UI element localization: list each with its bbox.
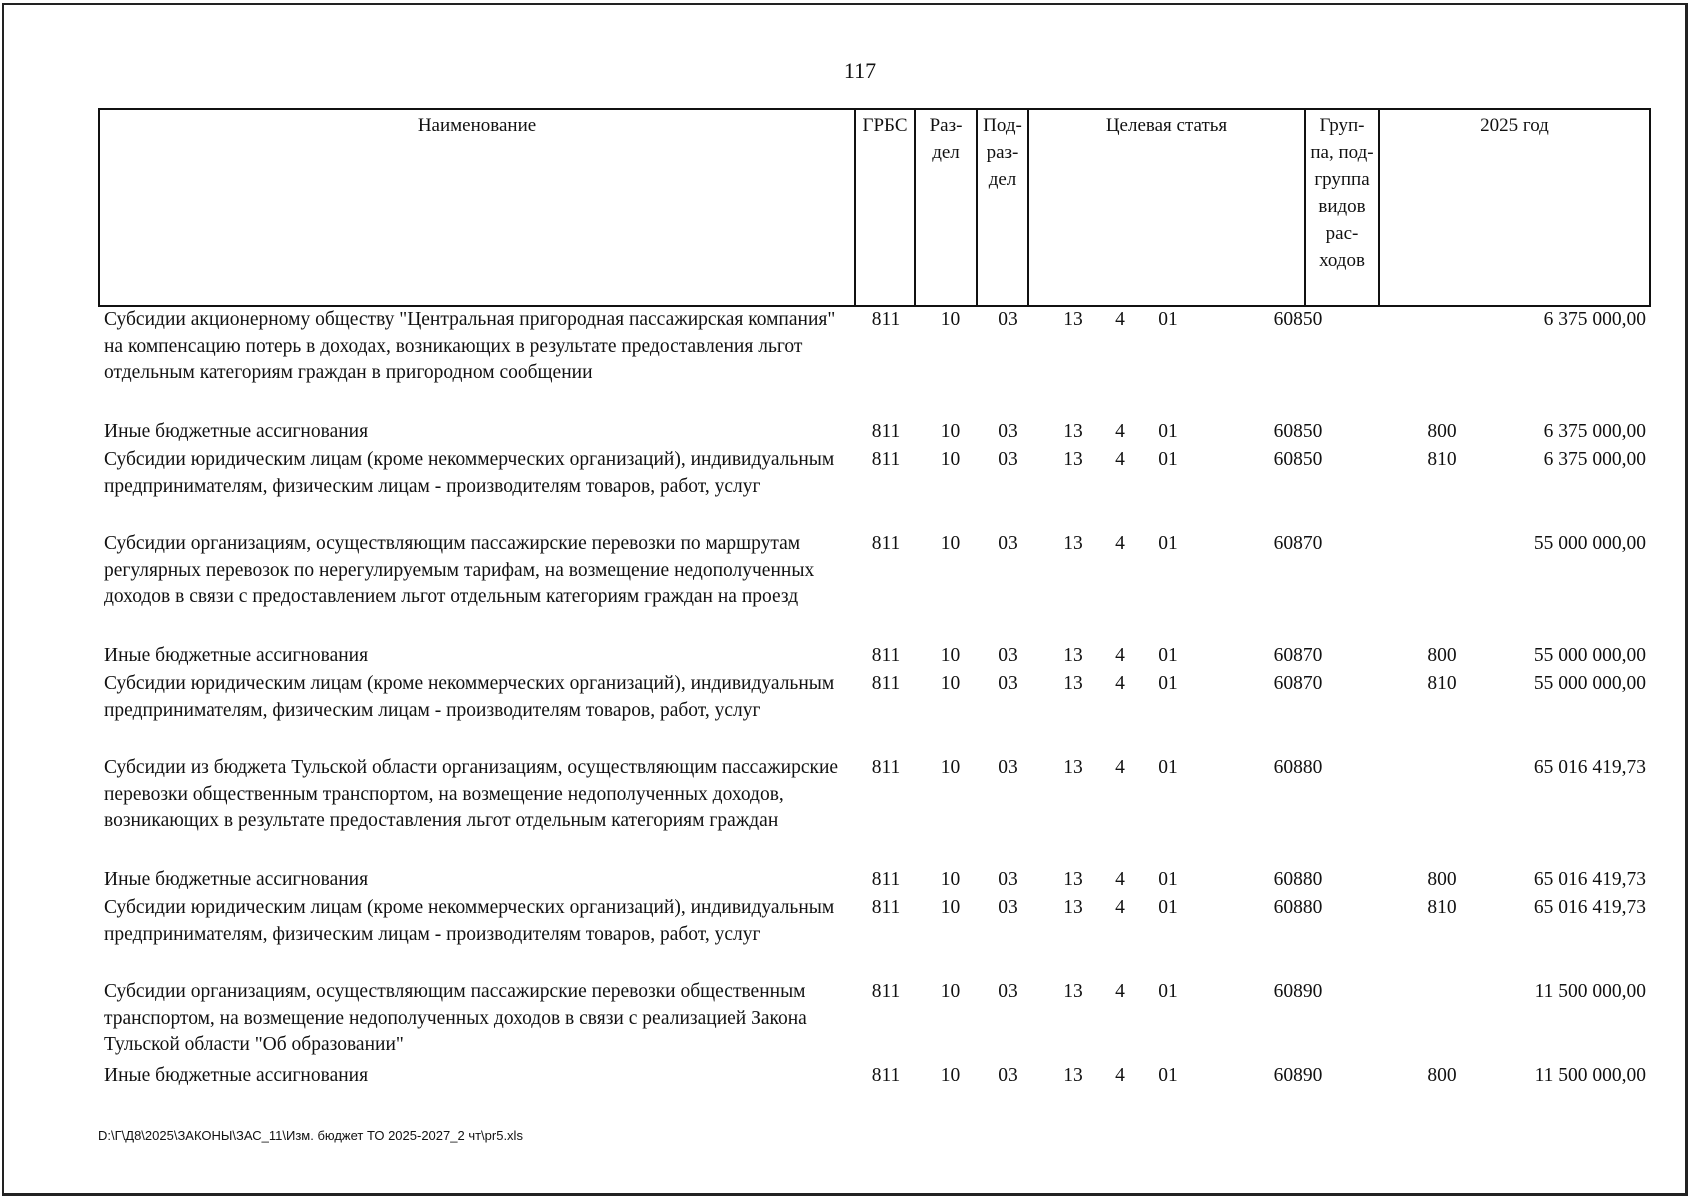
row-grbs: 811 <box>871 981 901 1002</box>
row-name: Субсидии организациям, осуществляющим пассажирские перевозки общественным транспортом, на возмещение недополученных доходов в связи с реализацией Закона Тульской области "Об образовании" <box>104 981 807 1055</box>
row-razdel: 10 <box>940 449 961 470</box>
row-podrazdel: 03 <box>998 981 1018 1002</box>
row-sum: 11 500 000,00 <box>1534 981 1646 1002</box>
row-target-direction: 60870 <box>1273 533 1323 554</box>
row-grbs: 811 <box>871 421 901 442</box>
row-name: Субсидии организациям, осуществляющим пассажирские перевозки по маршрутам регулярных перевозок по нерегулируемым тарифам, на возмещение недополученных доходов в связи с предоставлением льгот отдельным категориям граждан на проезд <box>104 533 815 607</box>
row-target-type: 4 <box>1115 645 1125 666</box>
row-sum: 55 000 000,00 <box>1533 645 1646 666</box>
row-target-program: 13 <box>1063 421 1083 442</box>
row-target-element: 01 <box>1158 449 1178 470</box>
row-target-type: 4 <box>1115 533 1125 554</box>
row-sum: 6 375 000,00 <box>1543 421 1646 442</box>
row-group: 800 <box>1427 645 1457 666</box>
row-podrazdel: 03 <box>998 533 1018 554</box>
row-target-direction: 60850 <box>1273 449 1323 470</box>
row-podrazdel: 03 <box>998 421 1018 442</box>
row-podrazdel: 03 <box>998 449 1018 470</box>
row-target-type: 4 <box>1115 309 1125 330</box>
row-target-program: 13 <box>1063 533 1083 554</box>
row-sum: 6 375 000,00 <box>1543 309 1646 330</box>
row-podrazdel: 03 <box>998 897 1018 918</box>
row-razdel: 10 <box>940 1065 961 1086</box>
row-group: 810 <box>1427 673 1457 694</box>
row-name: Субсидии юридическим лицам (кроме некоммерческих организаций), индивидуальным предпринимателям, физическим лицам - производителям товаров, работ, услуг <box>104 897 835 945</box>
header-year: 2025 год <box>1379 109 1650 306</box>
row-group: 800 <box>1427 1065 1457 1086</box>
row-podrazdel: 03 <box>998 757 1018 778</box>
header-podrazdel: Под- раз- дел <box>977 109 1028 306</box>
row-target-element: 01 <box>1158 757 1178 778</box>
row-sum: 65 016 419,73 <box>1533 869 1646 890</box>
row-grbs: 811 <box>871 449 901 470</box>
row-grbs: 811 <box>871 309 901 330</box>
row-razdel: 10 <box>940 757 961 778</box>
row-target-direction: 60850 <box>1273 421 1323 442</box>
row-target-direction: 60870 <box>1273 673 1323 694</box>
row-group: 800 <box>1427 421 1457 442</box>
header-name: Наименование <box>99 109 855 306</box>
header-target: Целевая статья <box>1028 109 1305 306</box>
row-grbs: 811 <box>871 673 901 694</box>
row-grbs: 811 <box>871 1065 901 1086</box>
header-grbs: ГРБС <box>855 109 915 306</box>
row-target-program: 13 <box>1063 981 1083 1002</box>
row-target-direction: 60880 <box>1273 757 1323 778</box>
file-path-footer: D:\Г\Д8\2025\ЗАКОНЫ\ЗАС_11\Изм. бюджет ТО 2025-2027_2 чт\pr5.xls <box>98 1128 523 1143</box>
row-razdel: 10 <box>940 421 961 442</box>
row-target-direction: 60880 <box>1273 869 1323 890</box>
row-grbs: 811 <box>871 533 901 554</box>
row-sum: 11 500 000,00 <box>1534 1065 1646 1086</box>
row-name: Иные бюджетные ассигнования <box>104 645 369 666</box>
row-group: 800 <box>1427 869 1457 890</box>
row-target-program: 13 <box>1063 309 1083 330</box>
row-podrazdel: 03 <box>998 1065 1018 1086</box>
table-header <box>98 108 1651 307</box>
row-name: Субсидии акционерному обществу "Центральная пригородная пассажирская компания" на компенсацию потерь в доходах, возникающих в результате предоставления льгот отдельным категориям граждан в пригородном сообщении <box>104 309 836 383</box>
row-target-element: 01 <box>1158 309 1178 330</box>
row-target-program: 13 <box>1063 897 1083 918</box>
row-name: Субсидии юридическим лицам (кроме некоммерческих организаций), индивидуальным предпринимателям, физическим лицам - производителям товаров, работ, услуг <box>104 673 835 721</box>
row-target-program: 13 <box>1063 1065 1083 1086</box>
row-target-program: 13 <box>1063 645 1083 666</box>
row-grbs: 811 <box>871 897 901 918</box>
row-target-direction: 60890 <box>1273 981 1323 1002</box>
row-group: 810 <box>1427 897 1457 918</box>
row-sum: 65 016 419,73 <box>1533 897 1646 918</box>
row-podrazdel: 03 <box>998 645 1018 666</box>
row-name: Субсидии из бюджета Тульской области организациям, осуществляющим пассажирские перевозки общественным транспортом, на возмещение недополученных доходов, возникающих в результате предоставления льгот отдельным категориям граждан <box>104 757 839 831</box>
row-target-element: 01 <box>1158 533 1178 554</box>
row-target-element: 01 <box>1158 897 1178 918</box>
row-podrazdel: 03 <box>998 869 1018 890</box>
row-razdel: 10 <box>940 645 961 666</box>
row-grbs: 811 <box>871 645 901 666</box>
row-target-direction: 60850 <box>1273 309 1323 330</box>
row-razdel: 10 <box>940 309 961 330</box>
row-target-element: 01 <box>1158 673 1178 694</box>
row-razdel: 10 <box>940 533 961 554</box>
page-number: 117 <box>843 58 877 83</box>
row-target-program: 13 <box>1063 757 1083 778</box>
row-target-program: 13 <box>1063 869 1083 890</box>
row-target-element: 01 <box>1158 1065 1178 1086</box>
row-razdel: 10 <box>940 897 961 918</box>
row-grbs: 811 <box>871 757 901 778</box>
row-target-type: 4 <box>1115 869 1125 890</box>
row-target-direction: 60890 <box>1273 1065 1323 1086</box>
row-target-program: 13 <box>1063 449 1083 470</box>
row-target-type: 4 <box>1115 981 1125 1002</box>
row-name: Иные бюджетные ассигнования <box>104 421 369 442</box>
row-podrazdel: 03 <box>998 673 1018 694</box>
row-razdel: 10 <box>940 869 961 890</box>
row-name: Иные бюджетные ассигнования <box>104 1065 369 1086</box>
row-sum: 6 375 000,00 <box>1543 449 1646 470</box>
row-target-element: 01 <box>1158 421 1178 442</box>
row-target-direction: 60880 <box>1273 897 1323 918</box>
row-target-element: 01 <box>1158 869 1178 890</box>
row-target-program: 13 <box>1063 673 1083 694</box>
row-target-element: 01 <box>1158 981 1178 1002</box>
row-razdel: 10 <box>940 673 961 694</box>
row-target-type: 4 <box>1115 449 1125 470</box>
header-group: Груп- па, под- группа видов рас- ходов <box>1305 109 1379 306</box>
row-target-element: 01 <box>1158 645 1178 666</box>
row-sum: 65 016 419,73 <box>1533 757 1646 778</box>
row-target-type: 4 <box>1115 897 1125 918</box>
row-name: Иные бюджетные ассигнования <box>104 869 369 890</box>
row-sum: 55 000 000,00 <box>1533 533 1646 554</box>
row-group: 810 <box>1427 449 1457 470</box>
row-podrazdel: 03 <box>998 309 1018 330</box>
row-target-type: 4 <box>1115 757 1125 778</box>
row-target-direction: 60870 <box>1273 645 1323 666</box>
row-name: Субсидии юридическим лицам (кроме некоммерческих организаций), индивидуальным предпринимателям, физическим лицам - производителям товаров, работ, услуг <box>104 449 835 497</box>
row-target-type: 4 <box>1115 1065 1125 1086</box>
row-grbs: 811 <box>871 869 901 890</box>
header-razdel: Раз- дел <box>915 109 977 306</box>
row-razdel: 10 <box>940 981 961 1002</box>
row-target-type: 4 <box>1115 421 1125 442</box>
row-sum: 55 000 000,00 <box>1533 673 1646 694</box>
row-target-type: 4 <box>1115 673 1125 694</box>
